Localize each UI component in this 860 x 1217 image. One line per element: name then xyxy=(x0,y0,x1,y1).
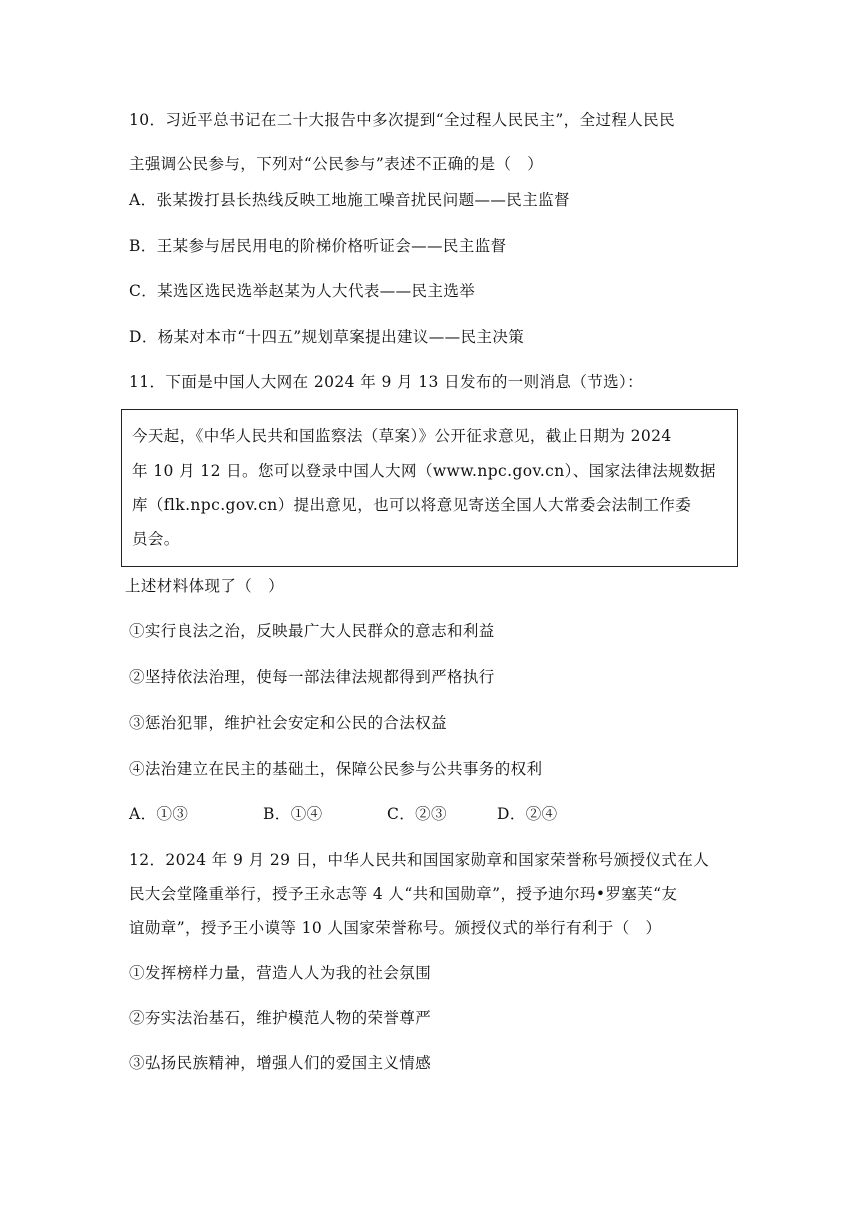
q11-item-1: ①实行良法之治，反映最广大人民群众的意志和利益 xyxy=(129,622,495,640)
q11-choice-b: B．①④ xyxy=(263,805,323,823)
q11-item-3: ③惩治犯罪，维护社会安定和公民的合法权益 xyxy=(129,714,448,732)
q12-item-3: ③弘扬民族精神，增强人们的爱国主义情感 xyxy=(129,1054,432,1072)
q12-item-2: ②夯实法治基石，维护模范人物的荣誉尊严 xyxy=(129,1009,432,1027)
q12-stem-line-2: 民大会堂隆重举行，授予王永志等 4 人“共和国勋章”，授予迪尔玛•罗塞芙“友 xyxy=(129,885,678,903)
q11-material-line-4: 员会。 xyxy=(132,530,180,548)
q11-material-box xyxy=(121,409,738,567)
q11-item-2: ②坚持依法治理，使每一部法律法规都得到严格执行 xyxy=(129,668,495,686)
q12-stem-line-1: 12．2024 年 9 月 29 日，中华人民共和国国家勋章和国家荣誉称号颁授仪式在人 xyxy=(129,851,710,869)
q12-item-1: ①发挥榜样力量，营造人人为我的社会氛围 xyxy=(129,964,432,982)
q11-choice-d: D．②④ xyxy=(497,805,558,823)
q10-stem-line-2: 主强调公民参与，下列对“公民参与”表述不正确的是（ ） xyxy=(129,155,544,173)
q10-option-b: B．王某参与居民用电的阶梯价格听证会——民主监督 xyxy=(129,237,507,255)
q10-option-a: A．张某拨打县长热线反映工地施工噪音扰民问题——民主监督 xyxy=(129,191,570,209)
q11-choice-c: C．②③ xyxy=(387,805,447,823)
q10-option-c: C．某选区选民选举赵某为人大代表——民主选举 xyxy=(129,282,476,300)
q11-material-line-2: 年 10 月 12 日。您可以登录中国人大网（www.npc.gov.cn）、国家法律法规数据 xyxy=(132,462,716,480)
q11-item-4: ④法治建立在民主的基础土，保障公民参与公共事务的权利 xyxy=(129,760,543,778)
q11-question: 上述材料体现了（ ） xyxy=(125,577,285,595)
q12-stem-line-3: 谊勋章”，授予王小谟等 10 人国家荣誉称号。颁授仪式的举行有利于（ ） xyxy=(129,919,662,937)
q11-material-line-1: 今天起，《中华人民共和国监察法（草案）》公开征求意见，截止日期为 2024 xyxy=(132,427,672,445)
q11-stem: 11．下面是中国人大网在 2024 年 9 月 13 日发布的一则消息（节选）： xyxy=(129,373,644,391)
q10-stem-line-1: 10．习近平总书记在二十大报告中多次提到“全过程人民民主”，全过程人民民 xyxy=(129,111,675,129)
q11-choice-a: A．①③ xyxy=(129,805,189,823)
q10-option-d: D．杨某对本市“十四五”规划草案提出建议——民主决策 xyxy=(129,328,525,346)
q11-material-line-3: 库（flk.npc.gov.cn）提出意见，也可以将意见寄送全国人大常委会法制工作委 xyxy=(132,496,692,514)
